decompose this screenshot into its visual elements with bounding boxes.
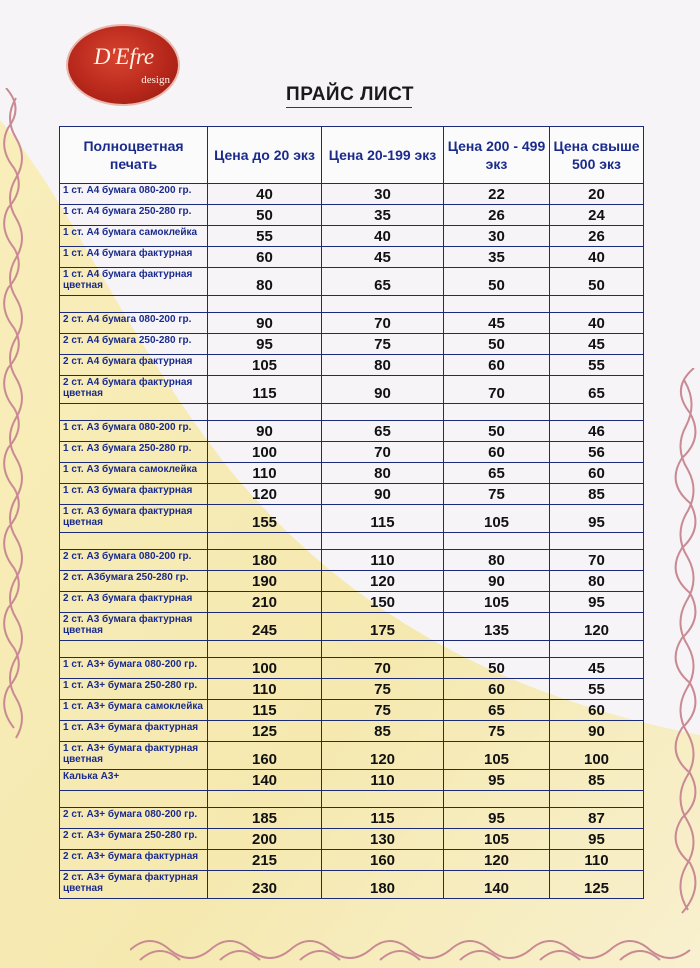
price-cell: 46: [550, 421, 644, 442]
price-cell: 110: [208, 679, 322, 700]
price-cell: 75: [444, 484, 550, 505]
price-cell: 50: [550, 268, 644, 296]
group-separator-row: [60, 296, 644, 313]
price-cell: 70: [550, 550, 644, 571]
price-cell: 20: [550, 184, 644, 205]
table-row: [60, 226, 644, 247]
price-cell: 230: [208, 871, 322, 899]
empty-cell: [60, 641, 208, 658]
price-cell: 95: [550, 829, 644, 850]
empty-cell: [208, 641, 322, 658]
price-cell: 35: [444, 247, 550, 268]
price-cell: 115: [208, 700, 322, 721]
empty-cell: [444, 533, 550, 550]
page-title: ПРАЙС ЛИСТ: [286, 84, 414, 105]
empty-cell: [322, 641, 444, 658]
empty-cell: [550, 791, 644, 808]
product-name-cell: 1 ст. А4 бумага фактурная: [60, 247, 208, 268]
price-cell: 60: [444, 442, 550, 463]
price-cell: 210: [208, 592, 322, 613]
price-cell: 56: [550, 442, 644, 463]
price-cell: 75: [444, 721, 550, 742]
price-cell: 30: [444, 226, 550, 247]
price-cell: 95: [208, 334, 322, 355]
table-row: [60, 592, 644, 613]
table-row: [60, 442, 644, 463]
empty-cell: [550, 533, 644, 550]
price-cell: 120: [444, 850, 550, 871]
price-cell: 200: [208, 829, 322, 850]
empty-cell: [550, 296, 644, 313]
product-name-cell: 1 ст. А3+ бумага 250-280 гр.: [60, 679, 208, 700]
price-cell: 80: [322, 355, 444, 376]
empty-cell: [208, 791, 322, 808]
price-cell: 120: [322, 742, 444, 770]
price-cell: 45: [550, 334, 644, 355]
price-cell: 26: [550, 226, 644, 247]
price-cell: 245: [208, 613, 322, 641]
price-cell: 155: [208, 505, 322, 533]
group-separator-row: [60, 641, 644, 658]
table-row: [60, 871, 644, 899]
price-cell: 90: [322, 376, 444, 404]
price-cell: 105: [444, 505, 550, 533]
price-cell: 55: [550, 355, 644, 376]
price-cell: 115: [322, 505, 444, 533]
table-row: [60, 421, 644, 442]
price-cell: 30: [322, 184, 444, 205]
price-cell: 60: [208, 247, 322, 268]
price-cell: 100: [208, 442, 322, 463]
price-cell: 190: [208, 571, 322, 592]
price-cell: 45: [550, 658, 644, 679]
product-name-cell: 1 ст. А3 бумага 250-280 гр.: [60, 442, 208, 463]
price-cell: 50: [208, 205, 322, 226]
product-name-cell: 2 ст. А3бумага 250-280 гр.: [60, 571, 208, 592]
table-row: [60, 334, 644, 355]
brand-logo: [68, 26, 178, 104]
price-cell: 60: [444, 355, 550, 376]
empty-cell: [444, 404, 550, 421]
price-cell: 65: [322, 268, 444, 296]
empty-cell: [322, 404, 444, 421]
price-cell: 115: [208, 376, 322, 404]
price-table-body: [60, 184, 644, 899]
product-name-cell: 2 ст. А3+ бумага 250-280 гр.: [60, 829, 208, 850]
empty-cell: [550, 404, 644, 421]
product-name-cell: 1 ст. А3+ бумага фактурная: [60, 721, 208, 742]
table-row: [60, 679, 644, 700]
price-cell: 160: [322, 850, 444, 871]
price-cell: 120: [208, 484, 322, 505]
price-cell: 50: [444, 658, 550, 679]
price-cell: 120: [550, 613, 644, 641]
empty-cell: [60, 533, 208, 550]
product-name-cell: 1 ст. А3 бумага фактурная цветная: [60, 505, 208, 533]
product-name-cell: 2 ст. А3+ бумага фактурная цветная: [60, 871, 208, 899]
product-name-cell: 1 ст. А4 бумага 080-200 гр.: [60, 184, 208, 205]
price-cell: 22: [444, 184, 550, 205]
price-cell: 70: [322, 313, 444, 334]
price-cell: 40: [322, 226, 444, 247]
price-cell: 85: [322, 721, 444, 742]
product-name-cell: 1 ст. А4 бумага фактурная цветная: [60, 268, 208, 296]
price-cell: 75: [322, 679, 444, 700]
price-table: [59, 126, 644, 899]
price-cell: 150: [322, 592, 444, 613]
table-row: [60, 313, 644, 334]
price-cell: 50: [444, 421, 550, 442]
price-cell: 95: [444, 770, 550, 791]
price-cell: 75: [322, 700, 444, 721]
column-header-product: Полноцветная печать: [60, 127, 208, 184]
empty-cell: [444, 296, 550, 313]
column-header-price-20-199: Цена 20-199 экз: [322, 127, 444, 184]
empty-cell: [444, 641, 550, 658]
product-name-cell: 1 ст. А4 бумага 250-280 гр.: [60, 205, 208, 226]
table-header-row: [60, 127, 644, 184]
table-row: [60, 658, 644, 679]
price-cell: 40: [550, 247, 644, 268]
price-cell: 90: [444, 571, 550, 592]
product-name-cell: 1 ст. А3+ бумага 080-200 гр.: [60, 658, 208, 679]
price-cell: 90: [550, 721, 644, 742]
table-row: [60, 205, 644, 226]
price-cell: 180: [208, 550, 322, 571]
empty-cell: [322, 296, 444, 313]
price-cell: 95: [550, 592, 644, 613]
logo-brand-subtitle: design: [141, 74, 170, 86]
price-cell: 100: [550, 742, 644, 770]
price-cell: 35: [322, 205, 444, 226]
empty-cell: [60, 791, 208, 808]
price-cell: 110: [208, 463, 322, 484]
product-name-cell: 1 ст. А3+ бумага фактурная цветная: [60, 742, 208, 770]
product-name-cell: 1 ст. А4 бумага самоклейка: [60, 226, 208, 247]
price-cell: 140: [208, 770, 322, 791]
table-row: [60, 505, 644, 533]
empty-cell: [322, 791, 444, 808]
price-cell: 70: [322, 442, 444, 463]
product-name-cell: 2 ст. А4 бумага фактурная: [60, 355, 208, 376]
price-cell: 95: [550, 505, 644, 533]
group-separator-row: [60, 533, 644, 550]
price-cell: 105: [208, 355, 322, 376]
empty-cell: [208, 404, 322, 421]
price-cell: 90: [322, 484, 444, 505]
logo-brand-name: D'Efre: [93, 44, 155, 69]
table-row: [60, 829, 644, 850]
price-cell: 135: [444, 613, 550, 641]
column-header-price-over-500: Цена свыше 500 экз: [550, 127, 644, 184]
price-cell: 110: [550, 850, 644, 871]
group-separator-row: [60, 791, 644, 808]
table-row: [60, 571, 644, 592]
product-name-cell: 2 ст. А3+ бумага фактурная: [60, 850, 208, 871]
price-cell: 50: [444, 268, 550, 296]
price-cell: 60: [444, 679, 550, 700]
price-cell: 105: [444, 742, 550, 770]
price-cell: 90: [208, 313, 322, 334]
price-cell: 70: [444, 376, 550, 404]
product-name-cell: 2 ст. А4 бумага фактурная цветная: [60, 376, 208, 404]
price-cell: 100: [208, 658, 322, 679]
product-name-cell: 2 ст. А3 бумага фактурная цветная: [60, 613, 208, 641]
empty-cell: [550, 641, 644, 658]
product-name-cell: 1 ст. А3 бумага самоклейка: [60, 463, 208, 484]
product-name-cell: 2 ст. А4 бумага 080-200 гр.: [60, 313, 208, 334]
price-cell: 60: [550, 463, 644, 484]
table-row: [60, 721, 644, 742]
empty-cell: [60, 296, 208, 313]
product-name-cell: Калька А3+: [60, 770, 208, 791]
product-name-cell: 1 ст. А3+ бумага самоклейка: [60, 700, 208, 721]
price-cell: 65: [444, 700, 550, 721]
title-underline: [286, 107, 412, 108]
price-cell: 90: [208, 421, 322, 442]
price-cell: 80: [208, 268, 322, 296]
bottom-ornament-border: [130, 928, 700, 968]
price-cell: 24: [550, 205, 644, 226]
table-row: [60, 700, 644, 721]
price-cell: 175: [322, 613, 444, 641]
price-cell: 125: [550, 871, 644, 899]
price-cell: 55: [550, 679, 644, 700]
price-cell: 120: [322, 571, 444, 592]
price-cell: 55: [208, 226, 322, 247]
empty-cell: [208, 533, 322, 550]
table-row: [60, 613, 644, 641]
price-cell: 160: [208, 742, 322, 770]
table-row: [60, 742, 644, 770]
empty-cell: [208, 296, 322, 313]
price-cell: 70: [322, 658, 444, 679]
table-row: [60, 247, 644, 268]
price-cell: 105: [444, 829, 550, 850]
empty-cell: [322, 533, 444, 550]
price-cell: 85: [550, 484, 644, 505]
group-separator-row: [60, 404, 644, 421]
table-row: [60, 184, 644, 205]
price-cell: 185: [208, 808, 322, 829]
price-cell: 80: [444, 550, 550, 571]
table-row: [60, 550, 644, 571]
table-row: [60, 268, 644, 296]
price-cell: 45: [444, 313, 550, 334]
column-header-price-up-to-20: Цена до 20 экз: [208, 127, 322, 184]
table-row: [60, 850, 644, 871]
product-name-cell: 1 ст. А3 бумага фактурная: [60, 484, 208, 505]
table-row: [60, 770, 644, 791]
price-cell: 105: [444, 592, 550, 613]
price-cell: 60: [550, 700, 644, 721]
price-cell: 125: [208, 721, 322, 742]
price-cell: 65: [322, 421, 444, 442]
column-header-price-200-499: Цена 200 - 499 экз: [444, 127, 550, 184]
product-name-cell: 2 ст. А4 бумага 250-280 гр.: [60, 334, 208, 355]
table-row: [60, 355, 644, 376]
price-cell: 80: [322, 463, 444, 484]
empty-cell: [444, 791, 550, 808]
table-row: [60, 376, 644, 404]
table-row: [60, 808, 644, 829]
price-cell: 110: [322, 550, 444, 571]
price-cell: 65: [550, 376, 644, 404]
product-name-cell: 2 ст. А3 бумага фактурная: [60, 592, 208, 613]
price-cell: 140: [444, 871, 550, 899]
table-row: [60, 463, 644, 484]
price-cell: 115: [322, 808, 444, 829]
right-ornament-border: [660, 368, 700, 928]
product-name-cell: 2 ст. А3+ бумага 080-200 гр.: [60, 808, 208, 829]
left-ornament-border: [0, 88, 28, 748]
price-cell: 40: [208, 184, 322, 205]
price-cell: 40: [550, 313, 644, 334]
price-cell: 75: [322, 334, 444, 355]
price-cell: 95: [444, 808, 550, 829]
empty-cell: [60, 404, 208, 421]
price-cell: 87: [550, 808, 644, 829]
price-cell: 180: [322, 871, 444, 899]
price-cell: 45: [322, 247, 444, 268]
price-cell: 85: [550, 770, 644, 791]
price-cell: 26: [444, 205, 550, 226]
product-name-cell: 2 ст. А3 бумага 080-200 гр.: [60, 550, 208, 571]
price-cell: 65: [444, 463, 550, 484]
price-cell: 110: [322, 770, 444, 791]
price-cell: 215: [208, 850, 322, 871]
price-cell: 80: [550, 571, 644, 592]
price-cell: 130: [322, 829, 444, 850]
table-row: [60, 484, 644, 505]
product-name-cell: 1 ст. А3 бумага 080-200 гр.: [60, 421, 208, 442]
price-cell: 50: [444, 334, 550, 355]
